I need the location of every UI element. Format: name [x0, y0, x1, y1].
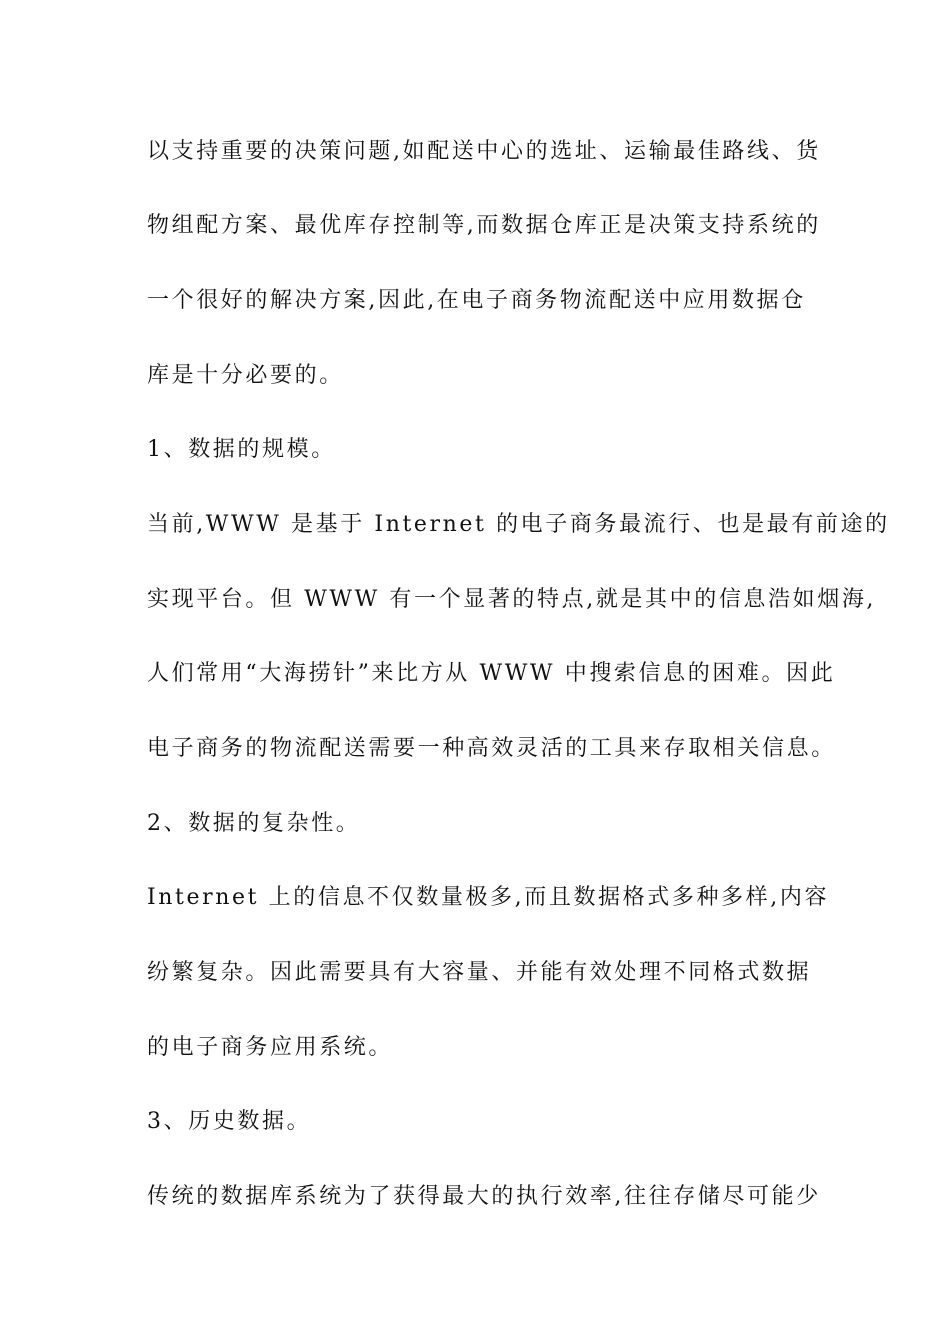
- text-line: 人们常用“大海捞针”来比方从 WWW 中搜索信息的困难。因此: [147, 661, 836, 686]
- text-line: 以支持重要的决策问题,如配送中心的选址、运输最佳路线、货: [147, 139, 821, 164]
- text-line: 电子商务的物流配送需要一种高效灵活的工具来存取相关信息。: [147, 736, 836, 761]
- section-heading-2: 2、数据的复杂性。: [147, 811, 361, 836]
- text-line: 库是十分必要的。: [147, 363, 344, 388]
- text-line: 实现平台。但 WWW 有一个显著的特点,就是其中的信息浩如烟海,: [147, 587, 877, 612]
- text-line: 纷繁复杂。因此需要具有大容量、并能有效处理不同格式数据: [147, 960, 812, 985]
- text-line: Internet 上的信息不仅数量极多,而且数据格式多种多样,内容: [147, 885, 830, 910]
- section-heading-3: 3、历史数据。: [147, 1109, 312, 1134]
- section-heading-1: 1、数据的规模。: [147, 437, 336, 462]
- text-line: 的电子商务应用系统。: [147, 1035, 394, 1060]
- text-line: 一个很好的解决方案,因此,在电子商务物流配送中应用数据仓: [147, 288, 806, 313]
- text-line: 传统的数据库系统为了获得最大的执行效率,往往存储尽可能少: [147, 1184, 821, 1209]
- text-line: 物组配方案、最优库存控制等,而数据仓库正是决策支持系统的: [147, 213, 821, 238]
- text-line: 当前,WWW 是基于 Internet 的电子商务最流行、也是最有前途的: [147, 512, 890, 537]
